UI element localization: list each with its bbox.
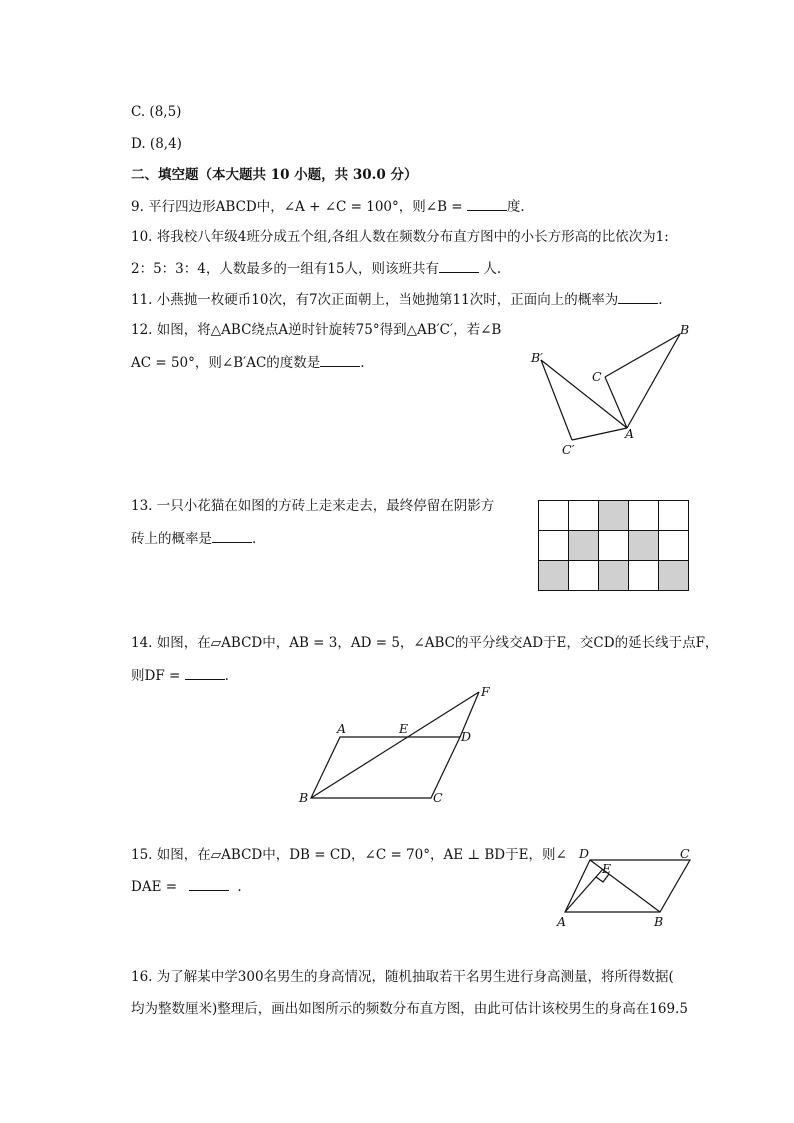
question-15-text: DAE =	[131, 879, 182, 895]
shaded-tile	[599, 561, 629, 591]
label-c-prime: C′	[562, 442, 575, 457]
question-12-text: AC = 50°，则∠B′AC的度数是	[131, 355, 321, 371]
figure-12-rotation-diagram	[525, 320, 695, 460]
shaded-tile	[539, 561, 569, 591]
question-13-line2	[131, 528, 256, 549]
figure-15-parallelogram	[550, 842, 700, 934]
plain-tile	[569, 561, 599, 591]
label-b: B	[654, 914, 664, 929]
plain-tile	[629, 561, 659, 591]
question-11-suffix: .	[658, 292, 663, 308]
question-12-suffix: .	[360, 355, 365, 371]
answer-blank[interactable]	[185, 665, 225, 680]
label-f: F	[481, 684, 490, 699]
answer-blank[interactable]	[439, 258, 479, 273]
question-13-line1: 13. 一只小花猫在如图的方砖上走来走去，最终停留在阴影方	[131, 498, 495, 514]
plain-tile	[659, 531, 689, 561]
question-15-line2	[131, 876, 242, 897]
plain-tile	[659, 501, 689, 531]
question-9-suffix: 度.	[506, 199, 525, 215]
plain-tile	[569, 501, 599, 531]
question-16-line1: 16. 为了解某中学300名男生的身高情况，随机抽取若干名男生进行身高测量，将所得数据(	[131, 969, 674, 985]
label-c: C	[592, 369, 602, 384]
label-a: A	[557, 914, 567, 929]
figure-14-parallelogram	[295, 684, 505, 809]
question-13-suffix: .	[252, 531, 257, 547]
label-c: C	[433, 790, 443, 805]
option-c: C. (8,5)	[131, 104, 182, 120]
answer-blank[interactable]	[320, 352, 360, 367]
question-14-suffix: .	[224, 668, 229, 684]
question-10-line2	[131, 258, 501, 279]
question-12-line2	[131, 352, 365, 373]
answer-blank[interactable]	[189, 876, 229, 891]
label-b-prime: B′	[531, 350, 544, 365]
label-d: D	[579, 846, 590, 861]
answer-blank[interactable]	[212, 528, 252, 543]
parallelogram-abcd	[565, 860, 690, 912]
plain-tile	[539, 531, 569, 561]
label-a: A	[625, 426, 635, 441]
plain-tile	[629, 501, 659, 531]
question-11	[131, 289, 663, 310]
question-14-text: 则DF =	[131, 668, 185, 684]
question-11-text: 11. 小燕抛一枚硬币10次，有7次正面朝上，当她抛第11次时，正面向上的概率为	[131, 292, 619, 308]
question-15-line1: 15. 如图，在▱ABCD中，DB = CD，∠C = 70°，AE ⊥ BD于E，则∠	[131, 847, 567, 863]
plain-tile	[599, 531, 629, 561]
shaded-tile	[569, 531, 599, 561]
question-15-suffix: .	[237, 879, 242, 895]
parallelogram-abcd	[311, 737, 460, 798]
question-10-suffix: 人.	[479, 261, 502, 277]
shaded-tile	[599, 501, 629, 531]
answer-blank[interactable]	[618, 289, 658, 304]
diagonal-d-b	[590, 860, 660, 912]
figure-13-tile-grid	[538, 500, 690, 591]
question-12-line1: 12. 如图，将△ABC绕点A逆时针旋转75°得到△AB′C′，若∠B	[131, 322, 502, 338]
question-16-line2: 均为整数厘米)整理后，画出如图所示的频数分布直方图，由此可估计该校男生的身高在169.5	[131, 1001, 688, 1017]
segment-c-a	[605, 377, 627, 428]
question-10-line1: 10. 将我校八年级4班分成五个组,各组人数在频数分布直方图中的小长方形高的比依次为1:	[131, 229, 669, 245]
question-14-line2	[131, 665, 229, 686]
segment-cp-a	[572, 428, 627, 440]
label-b: B	[680, 322, 690, 337]
segment-c-b	[605, 334, 680, 377]
plain-tile	[539, 501, 569, 531]
question-9	[131, 196, 525, 217]
option-d: D. (8,4)	[131, 136, 182, 152]
question-9-text: 9. 平行四边形ABCD中，∠A + ∠C = 100°，则∠B =	[131, 199, 467, 215]
question-10-text: 2：5：3：4，人数最多的一组有15人，则该班共有	[131, 261, 440, 277]
label-e: E	[602, 861, 612, 876]
section-heading: 二、填空题（本大题共 10 小题，共 30.0 分）	[131, 167, 418, 183]
label-d: D	[461, 729, 472, 744]
shaded-tile	[629, 531, 659, 561]
label-a: A	[337, 721, 347, 736]
question-14-line1: 14. 如图，在▱ABCD中，AB = 3，AD = 5，∠ABC的平分线交AD于E，交CD的延长线于点F，	[131, 635, 719, 651]
label-c: C	[680, 846, 690, 861]
question-13-text: 砖上的概率是	[131, 531, 212, 547]
shaded-tile	[659, 561, 689, 591]
segment-a-e	[565, 869, 603, 912]
answer-blank[interactable]	[467, 196, 507, 211]
label-e: E	[399, 721, 409, 736]
label-b: B	[299, 790, 309, 805]
segment-a-b	[627, 334, 680, 428]
